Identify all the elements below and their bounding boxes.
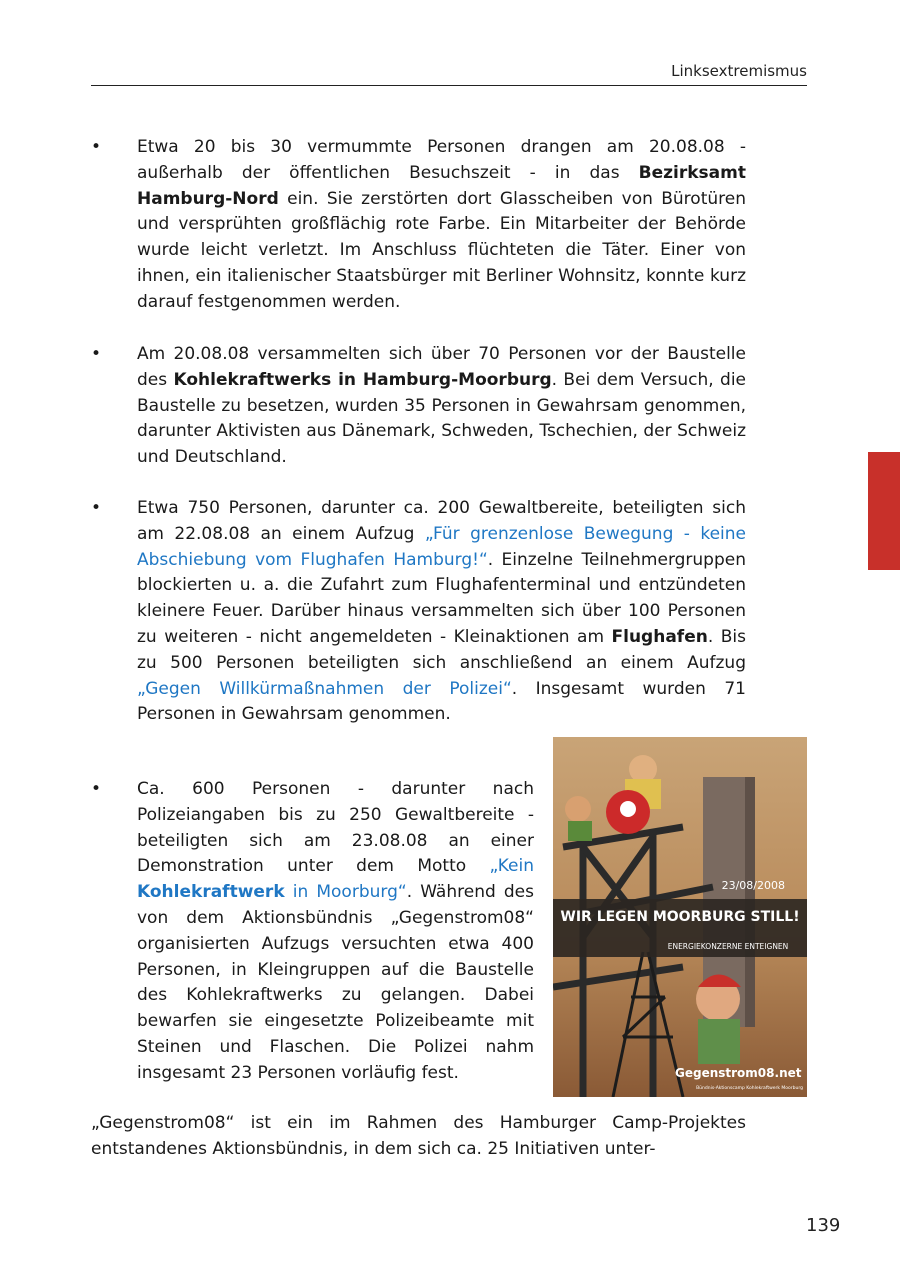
bold-run: Bezirksamt Hamburg-Nord (137, 162, 746, 209)
bullet-marker: • (91, 137, 102, 157)
text-run: . Einzelne Teilnehmergruppen blockierten u. a. die Zufahrt zum Flughafenterminal und entzündeten kleinere Feuer. Darüber hinaus versammelten sich über 100 Personen zu weiteren - nicht angemeldeten - Kleinaktionen am (137, 549, 747, 647)
quoted-motto-link: „Gegen Willkürmaßnahmen der Polizei“ (137, 678, 512, 699)
poster-illustration (553, 737, 807, 1097)
text-run: Am 20.08.08 versammelten sich über 70 Personen vor der Baustelle des (137, 344, 746, 390)
quoted-motto-link: in Moorburg“ (284, 882, 407, 903)
bullet-paragraph-1 (137, 135, 746, 316)
bullet-paragraph-3 (137, 496, 746, 728)
chapter-tab-marker (868, 452, 900, 570)
text-run: . Bei dem Versuch, die Baustelle zu besetzen, wurden 35 Personen in Gewahrsam genommen, darunter Aktivisten aus Dänemark, Schweden, Tschechien, der Schweiz und Deutschland. (137, 369, 747, 468)
quoted-motto-link: „Für grenzenlose Bewegung - keine Abschiebung vom Flughafen Hamburg!“ (137, 523, 746, 570)
bold-run: Kohlekraftwerks in Hamburg-Moorburg (173, 369, 552, 390)
text-run: Etwa 750 Personen, darunter ca. 200 Gewaltbereite, beteiligten sich am 22.08.08 an einem Aufzug (137, 498, 746, 544)
text-run: ein. Sie zerstörten dort Glasscheiben von Bürotüren und versprühten großflächig rote Farbe. Ein Mitarbeiter der Behörde wurde leicht verletzt. Im Anschluss flüchteten die Täter. Einer von ihnen, ein italienischer Staatsbürger mit Berliner Wohnsitz, konnte kurz darauf festgenommen werden. (137, 188, 746, 312)
text-run: . Insgesamt wurden 71 Personen in Gewahrsam genommen. (137, 678, 746, 725)
text-run: . Bis zu 500 Personen beteiligten sich anschließend an einem Aufzug (137, 626, 746, 673)
bold-run: Flughafen (611, 626, 708, 647)
poster-headline: WIR LEGEN MOORBURG STILL! (560, 909, 800, 925)
header-title: Linksextremismus (671, 62, 807, 80)
bullet-paragraph-4 (137, 777, 534, 1087)
bullet-marker: • (91, 344, 102, 364)
poster-subline: ENERGIEKONZERNE ENTEIGNEN (667, 942, 789, 951)
bullet-marker: • (91, 779, 102, 799)
bullet-marker: • (91, 498, 102, 518)
running-header (91, 60, 807, 86)
poster-date: 23/08/2008 (721, 879, 785, 892)
text-run: Etwa 20 bis 30 vermummte Personen drangen am 20.08.08 - außerhalb der öffentlichen Besuchszeit - in das (137, 137, 746, 183)
bullet-paragraph-2 (137, 342, 746, 471)
protest-poster-image (553, 737, 807, 1097)
quoted-motto-link-bold: Kohlekraftwerk (137, 882, 285, 903)
quoted-motto-link: „Kein (489, 856, 534, 877)
text-run: . Während des von dem Aktionsbündnis „Gegenstrom08“ organisierten Aufzugs versuchten etwa 400 Personen, in Kleingruppen auf die Baustelle des Kohlekraftwerks zu gelangen. Dabei bewarfen sie eingesetzte Polizeibeamte mit Steinen und Flaschen. Die Polizei nahm insgesamt 23 Personen vorläufig fest. (137, 882, 534, 1083)
text-run: Ca. 600 Personen - darunter nach Polizeiangaben bis zu 250 Gewaltbereite - beteiligten sich am 23.08.08 an einer Demonstration unter dem Motto (137, 779, 534, 877)
page-number: 139 (806, 1215, 841, 1236)
poster-site: Gegenstrom08.net (675, 1066, 802, 1080)
body-paragraph: „Gegenstrom08“ ist ein im Rahmen des Hamburger Camp-Projektes entstandenes Aktionsbündnis, in dem sich ca. 25 Initiativen unter- (91, 1113, 746, 1159)
poster-small-print: Bündnis-Aktionscamp Kohlekraftwerk Moorburg (696, 1086, 803, 1091)
